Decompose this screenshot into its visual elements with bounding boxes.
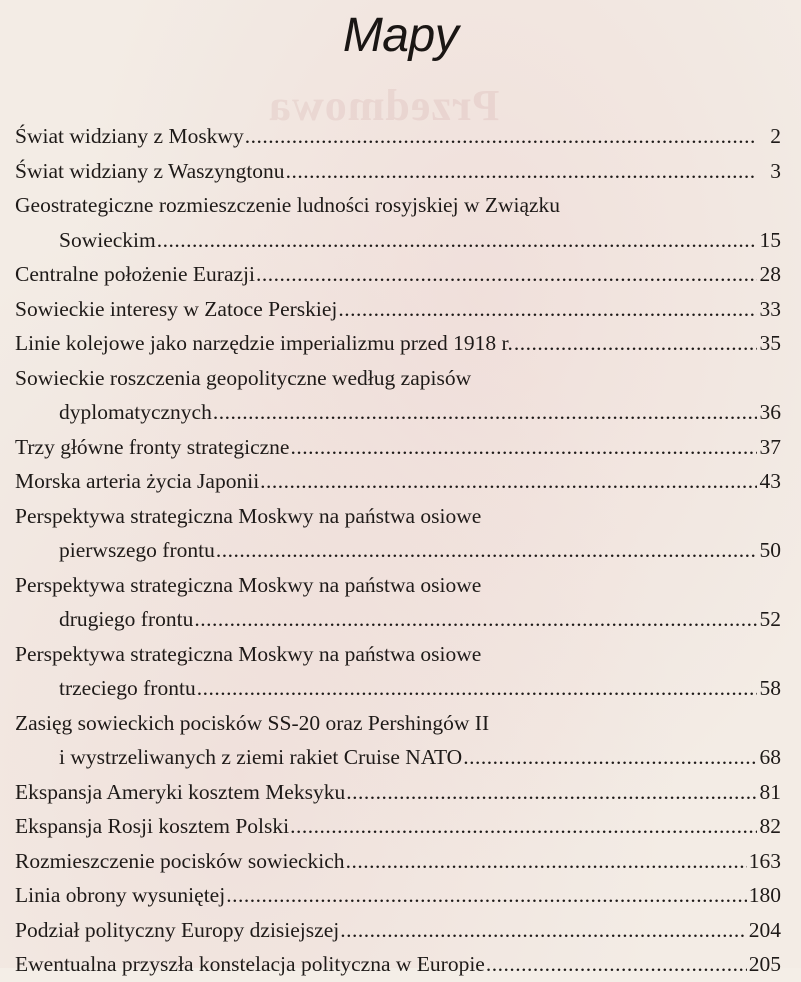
toc-entry-title: Sowieckim: [59, 227, 156, 252]
toc-entry: [15, 188, 781, 257]
toc-entry-title: Perspektywa strategiczna Moskwy na państwa osiowe: [15, 503, 482, 528]
toc-page-number: 163: [748, 848, 781, 873]
dot-leader: [290, 809, 757, 844]
toc-page-number: 28: [759, 262, 781, 286]
toc-entry-continuation-line: [15, 223, 781, 258]
toc-entry-title: Sowieckie interesy w Zatoce Perskiej: [15, 296, 338, 321]
toc-page-number: 205: [748, 952, 781, 976]
toc-entry-line: [15, 775, 781, 810]
toc-entry-line: [15, 154, 781, 189]
toc-page-number: 52: [759, 607, 781, 631]
toc-entry: [15, 499, 781, 568]
toc-entry-line: [15, 292, 781, 327]
toc-entry-line: [15, 464, 781, 499]
dot-leader: [346, 844, 747, 879]
dot-leader: [338, 292, 757, 327]
toc-entry-line: [15, 809, 781, 844]
toc-entry-title: Perspektywa strategiczna Moskwy na państwa osiowe: [15, 572, 482, 597]
table-of-contents: [15, 119, 781, 982]
toc-entry-line: [15, 119, 781, 154]
toc-entry-title: Sowieckie roszczenia geopolityczne według zapisów: [15, 365, 472, 390]
toc-entry: [15, 568, 781, 637]
toc-entry-line: [15, 706, 781, 741]
toc-entry: [15, 706, 781, 775]
toc-entry-line: [15, 188, 781, 223]
toc-entry-continuation-line: [15, 671, 781, 706]
dot-leader: [216, 533, 757, 568]
toc-page-number: 33: [759, 296, 781, 321]
toc-entry: [15, 119, 781, 154]
toc-entry: [15, 775, 781, 810]
dot-leader: [290, 430, 757, 465]
toc-entry-title: Ekspansja Rosji kosztem Polski: [15, 814, 290, 838]
toc-entry-continuation-line: [15, 533, 781, 568]
toc-entry-title: Ewentualna przyszła konstelacja polityczna w Europie: [15, 952, 485, 976]
toc-page-number: 43: [759, 469, 781, 493]
dot-leader: [286, 154, 757, 189]
toc-entry-title: Świat widziany z Moskwy: [15, 124, 244, 148]
toc-entry-line: [15, 430, 781, 465]
toc-entry-line: [15, 637, 781, 672]
dot-leader: [194, 602, 757, 637]
toc-entry-title: Podział polityczny Europy dzisiejszej: [15, 917, 340, 942]
toc-entry-line: [15, 947, 781, 982]
toc-entry-continuation-line: [15, 395, 781, 430]
toc-entry-continuation-line: [15, 602, 781, 637]
toc-entry-title: i wystrzeliwanych z ziemi rakiet Cruise NATO: [59, 745, 463, 769]
toc-page-number: 37: [759, 434, 781, 459]
toc-entry: [15, 844, 781, 879]
toc-page-number: 15: [759, 227, 781, 252]
toc-entry: [15, 361, 781, 430]
toc-entry-title: Linia obrony wysuniętej: [15, 883, 226, 907]
toc-entry-title: Trzy główne fronty strategiczne: [15, 434, 290, 459]
toc-entry-title: Zasięg sowieckich pocisków SS-20 oraz Pershingów II: [15, 710, 490, 735]
dot-leader: [256, 257, 757, 292]
toc-page-number: 82: [759, 814, 781, 838]
toc-page-number: 36: [759, 400, 781, 424]
dot-leader: [514, 326, 757, 361]
toc-entry-title: Morska arteria życia Japonii: [15, 469, 260, 493]
toc-entry-title: Perspektywa strategiczna Moskwy na państwa osiowe: [15, 641, 482, 666]
toc-entry: [15, 947, 781, 982]
toc-page-number: 50: [759, 538, 781, 562]
dot-leader: [340, 913, 747, 948]
toc-entry-line: [15, 568, 781, 603]
toc-entry-title: Linie kolejowe jako narzędzie imperializmu przed 1918 r.: [15, 331, 513, 355]
toc-entry-title: dyplomatycznych: [59, 400, 212, 424]
dot-leader: [197, 671, 757, 706]
toc-entry-title: Geostrategiczne rozmieszczenie ludności rosyjskiej w Związku: [15, 193, 561, 217]
toc-entry-title: pierwszego frontu: [59, 538, 215, 562]
toc-entry: [15, 913, 781, 948]
toc-entry-line: [15, 844, 781, 879]
toc-page-number: 2: [770, 124, 781, 148]
toc-entry-line: [15, 326, 781, 361]
toc-entry-line: [15, 913, 781, 948]
dot-leader: [486, 947, 747, 982]
page-title: Mapy: [342, 9, 459, 62]
toc-page-number: 81: [759, 779, 781, 804]
toc-entry-title: Świat widziany z Waszyngtonu: [15, 158, 285, 183]
dot-leader: [213, 395, 757, 430]
dot-leader: [226, 878, 747, 913]
toc-entry-title: drugiego frontu: [59, 607, 194, 631]
toc-page-number: 68: [759, 745, 781, 769]
toc-entry: [15, 326, 781, 361]
toc-entry-line: [15, 499, 781, 534]
toc-page-number: 58: [759, 676, 781, 700]
toc-entry-title: Rozmieszczenie pocisków sowieckich: [15, 848, 345, 873]
toc-entry-line: [15, 878, 781, 913]
toc-entry: [15, 430, 781, 465]
toc-entry-continuation-line: [15, 740, 781, 775]
toc-page-number: 35: [759, 331, 781, 355]
toc-entry-title: Centralne położenie Eurazji: [15, 262, 255, 286]
toc-entry-line: [15, 361, 781, 396]
toc-entry: [15, 154, 781, 189]
dot-leader: [245, 119, 757, 154]
toc-entry-line: [15, 257, 781, 292]
toc-entry: [15, 809, 781, 844]
toc-page-number: 3: [770, 158, 781, 183]
toc-entry: [15, 257, 781, 292]
dot-leader: [346, 775, 757, 810]
dot-leader: [260, 464, 757, 499]
toc-page-number: 180: [748, 883, 781, 907]
toc-entry: [15, 292, 781, 327]
dot-leader: [157, 223, 757, 258]
toc-entry-title: Ekspansja Ameryki kosztem Meksyku: [15, 779, 346, 804]
toc-page-number: 204: [748, 917, 781, 942]
toc-entry: [15, 637, 781, 706]
dot-leader: [463, 740, 757, 775]
toc-entry: [15, 464, 781, 499]
toc-entry: [15, 878, 781, 913]
toc-entry-title: trzeciego frontu: [59, 676, 196, 700]
